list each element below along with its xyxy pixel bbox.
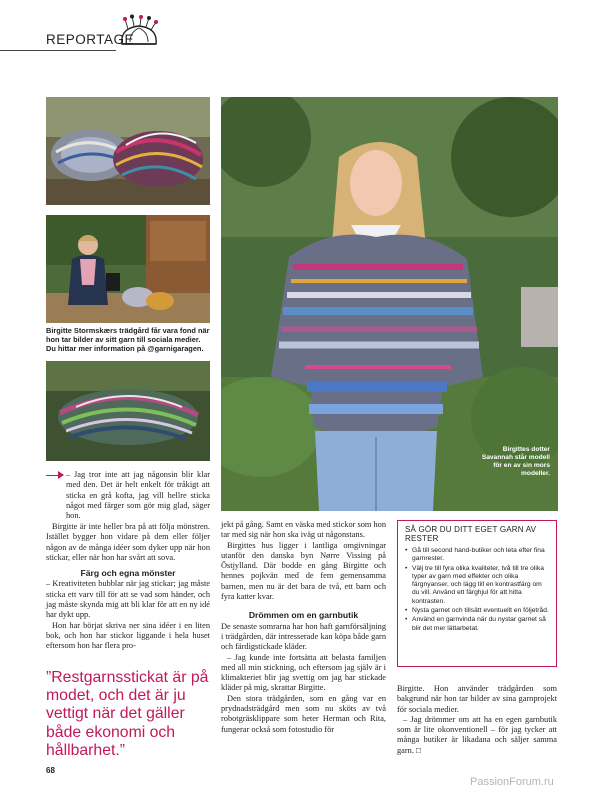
col1-subheading: Färg och egna mönster: [80, 568, 176, 579]
column-1-text: [66, 470, 210, 521]
woman-at-garden-table-photo: [46, 215, 210, 323]
col2-subheading: Drömmen om en garnbutik: [248, 610, 359, 621]
col2-paragraph-5: Den stora trädgården, som en gång var en prydnadsträdgård men som nu sköts av två robotgräsklippare som heter Herman och Rita, fungerar också som fotostudio för: [221, 693, 386, 734]
tips-box: [397, 520, 557, 667]
column-3-text: [397, 684, 557, 756]
column-1-text-lower: [46, 522, 210, 652]
col3-paragraph-1: Birgitte. Hon använder trädgården som bakgrund när hon tar bilder av sina garnprojekt för sociala medier.: [397, 684, 557, 714]
watermark-text: PassionForum.ru: [470, 776, 554, 788]
yarn-skeins-photo: [46, 97, 210, 205]
tips-title: SÅ GÖR DU DITT EGET GARN AV RESTER: [405, 525, 537, 543]
col2-paragraph-3: De senaste somrarna har hon haft garnförsäljning i trädgården, där intresserade kan köpa både garn och färdigstickade kläder.: [221, 621, 386, 652]
header-divider: [0, 50, 116, 51]
tips-item: • Använd en garnvinda när du nystar garnet så blir det mer lättarbetat.: [405, 616, 549, 633]
col3-paragraph-2: – Jag drömmer om att ha en egen garnbutik som är lite okonventionell – för jag tycker att många butiker är likadana och säljer samma garn. □: [397, 714, 557, 755]
col1-paragraph-2: Birgitte är inte heller bra på att följa mönstren. Istället bygger hon vidare på dem eller följer någon av de många idéer som dyker upp när hon stickar, eller när hon har svårt att sova.: [46, 522, 210, 562]
tips-item: • Gå till second hand-butiker och leta efter fina garnrester.: [405, 547, 549, 564]
section-title: REPORTAGE: [46, 32, 135, 47]
pincushion-icon: [116, 14, 162, 50]
tips-item: • Välj tre till fyra olika kvaliteter, två till tre olika typer av garn med effekter och olika färgnyanser, och lägg till en kontrastfärg om du vill. Använd ett färghjul för att hitta kontrasten.: [405, 565, 549, 606]
col2-paragraph-4: – Jag kunde inte fortsätta att belasta familjen med all min stickning, och eftersom jag själv är i klimakteriet blir jag svettig om jag har stickade kläder på mig, skrattar Birgitte.: [221, 652, 386, 693]
col2-paragraph-2: Birgittes hus ligger i lantliga omgivningar utanför den danska byn Nørre Vissing på Östjylland. Där bodde en gång Birgitte och hennes pojkvän med de fem gemensamma barnen, men nu är det bara de två, ett barn och fyra katter kvar.: [221, 540, 386, 602]
column-2-text: [221, 520, 386, 735]
photo-caption: Birgitte Stormskærs trädgård får vara fond när hon tar bilder av sitt garn till sociala medier. Du hittar mer information på @garnigaragen.: [46, 326, 210, 354]
pull-quote: ”Restgarnsstickat är på modet, och det är ju vettigt när det gäller både ekonomi och hållbarhet.”: [46, 669, 209, 759]
tips-list: [405, 547, 549, 633]
col2-paragraph-1: jekt på gång. Samt en väska med stickor som hon tar med sig när hon ska iväg ut någonstans.: [221, 520, 386, 540]
tips-item: • Nysta garnet och tillsätt eventuellt en följetråd.: [405, 607, 549, 615]
start-arrow-icon: [58, 471, 64, 479]
col1-paragraph-4: Hon har börjat skriva ner sina idéer i en liten bok, och hon har stickor liggande i hela huset eftersom hon har flera pro-: [46, 620, 210, 651]
col1-paragraph-3: – Kreativiteten bubblar när jag stickar; jag måste sticka ett varv till för att se vad som händer, och jag måste skynda mig att bli klar för att en ny idé har dykt upp.: [46, 579, 210, 620]
portrait-caption: Birgittes dotter Savannah står modell för en av sin mors modeller.: [481, 446, 550, 477]
yarn-skein-closeup-photo: [46, 361, 210, 461]
page-number: 68: [46, 766, 55, 775]
col1-paragraph-1: – Jag tror inte att jag någonsin blir klar med den. Det är helt enkelt för tråkigt att sticka en grå kofta, jag vill hellre sticka något med färger som gör mig glad, säger hon.: [66, 470, 210, 521]
